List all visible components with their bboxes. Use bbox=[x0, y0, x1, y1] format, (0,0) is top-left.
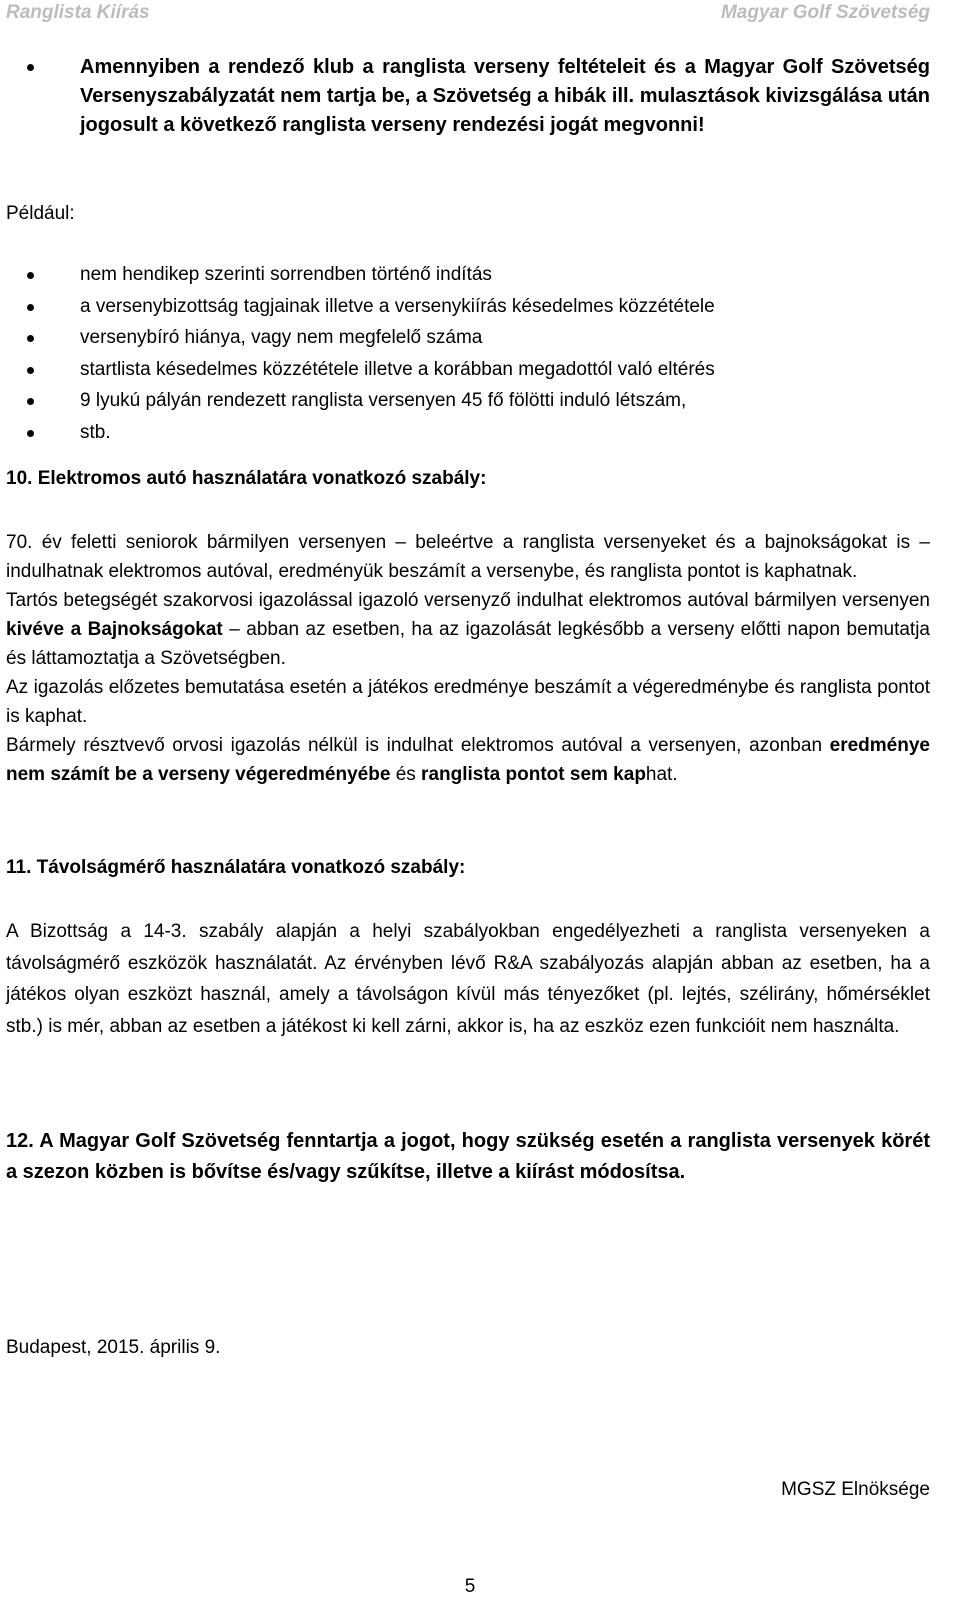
signature: MGSZ Elnöksége bbox=[781, 1479, 930, 1500]
section-10-p4 bbox=[6, 731, 930, 789]
list-item: versenybíró hiánya, vagy nem megfelelő száma bbox=[6, 322, 715, 354]
list-item: a versenybizottság tagjainak illetve a versenykiírás késedelmes közzététele bbox=[6, 291, 715, 323]
p4-emphasis-1: eredménye nem számít be a verseny végeredményébe bbox=[6, 735, 930, 785]
warning-list bbox=[6, 53, 930, 140]
p4-text-a: Bármely résztvevő orvosi igazolás nélkül is indulhat elektromos autóval a versenyen, azonban bbox=[6, 735, 830, 756]
section-10-p1: 70. év feletti seniorok bármilyen versenyen – beleértve a ranglista versenyeket és a bajnokságokat is – indulhatnak elektromos autóval, eredményük beszámít a versenybe, és ranglista pontot is kaphatnak. bbox=[6, 532, 930, 582]
section-11-heading: 11. Távolságmérő használatára vonatkozó szabály: bbox=[6, 857, 466, 878]
p2-text-a: Tartós betegségét szakorvosi igazolással igazoló versenyző indulhat elektromos autóval bármilyen versenyen bbox=[6, 590, 930, 611]
section-10-heading: 10. Elektromos autó használatára vonatkozó szabály: bbox=[6, 468, 487, 489]
header-right: Magyar Golf Szövetség bbox=[720, 2, 930, 23]
warning-bullet: Amennyiben a rendező klub a ranglista verseny feltételeit és a Magyar Golf Szövetség Versenyszabályzatát nem tartja be, a Szövetség a hibák ill. mulasztások kivizsgálása után jogosult a következő ranglista verseny rendezési jogát megvonni! bbox=[6, 53, 930, 140]
p4-emphasis-2: ranglista pontot sem kap bbox=[421, 764, 646, 785]
list-item: startlista késedelmes közzététele illetve a korábban megadottól való eltérés bbox=[6, 354, 715, 386]
list-item: 9 lyukú pályán rendezett ranglista versenyen 45 fő fölötti induló létszám, bbox=[6, 385, 715, 417]
section-12-text: 12. A Magyar Golf Szövetség fenntartja a jogot, hogy szükség esetén a ranglista versenyek körét a szezon közben is bővítse és/vagy szűkítse, illetve a kiírást módosítsa. bbox=[6, 1130, 930, 1183]
page-number: 5 bbox=[464, 1576, 476, 1597]
section-10-body bbox=[6, 528, 930, 789]
header-left: Ranglista Kiírás bbox=[6, 2, 150, 23]
examples-label: Például: bbox=[6, 203, 75, 224]
section-11-text: A Bizottság a 14-3. szabály alapján a helyi szabályokban engedélyezheti a ranglista versenyeken a távolságmérő eszközök használatát. Az érvényben lévő R&A szabályozás alapján abban az esetben, ha a játékos olyan eszközt használ, amely a távolságon kívül más tényezőket (pl. lejtés, szélirány, hőmérséklet stb.) is mér, abban az esetben a játékost ki kell zárni, akkor is, ha az eszköz ezen funkcióit nem használta. bbox=[6, 921, 930, 1037]
list-item: stb. bbox=[6, 417, 715, 449]
p4-text-end: hat. bbox=[645, 764, 678, 785]
p2-text-b: – abban az esetben, ha az igazolását legkésőbb a verseny előtti napon bemutatja és láttamoztatja a Szövetségben. bbox=[6, 619, 931, 669]
p4-text-mid: és bbox=[390, 764, 422, 785]
list-item: nem hendikep szerinti sorrendben történő indítás bbox=[6, 259, 715, 291]
section-10-p3: Az igazolás előzetes bemutatása esetén a játékos eredménye beszámít a végeredménybe és ranglista pontot is kaphat. bbox=[6, 677, 930, 727]
section-10-p2 bbox=[6, 586, 930, 673]
examples-list bbox=[6, 259, 715, 448]
place-date: Budapest, 2015. április 9. bbox=[6, 1337, 221, 1358]
p2-emphasis: kivéve a Bajnokságokat bbox=[6, 619, 223, 640]
